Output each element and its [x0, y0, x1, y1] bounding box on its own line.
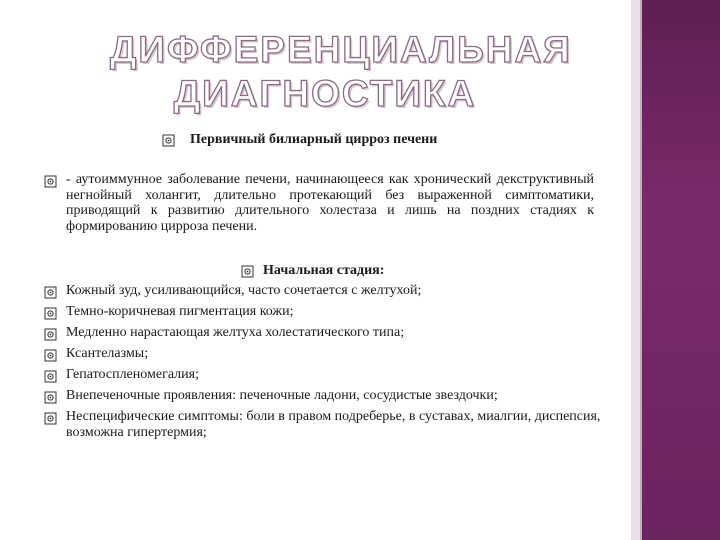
list-item: Медленно нарастающая желтуха холестатического типа; — [66, 325, 405, 340]
bullet-icon — [162, 134, 175, 147]
slide-title-line-2: ДИАГНОСТИКА — [173, 73, 477, 114]
side-line — [640, 0, 642, 540]
bullet-icon — [44, 370, 57, 383]
list-item: Внепеченочные проявления: печеночные ладони, сосудистые звездочки; — [66, 388, 498, 403]
side-panel — [640, 0, 720, 540]
bullet-icon — [44, 349, 57, 362]
section2-heading: Начальная стадия: — [263, 263, 385, 278]
section1-heading: Первичный билиарный цирроз печени — [190, 132, 438, 147]
list-item: Неспецифические симптомы: боли в правом подреберье, в суставах, миалгии, диспепсия, возможна гипертермия; — [66, 409, 601, 440]
bullet-icon — [44, 175, 57, 188]
section1-description: - аутоиммунное заболевание печени, начинающееся как хронический декструктивный негнойный холангит, длительно протекающий без выраженной симптоматики, приводящий к развитию длительного холестаза и лишь на поздних стадиях к формированию цирроза печени. — [66, 172, 594, 234]
slide-title — [110, 28, 572, 116]
bullet-icon — [44, 328, 57, 341]
bullet-icon — [241, 265, 254, 278]
bullet-icon — [44, 307, 57, 320]
list-item: Ксантелазмы; — [66, 346, 149, 361]
slide-title-line-1: ДИФФЕРЕНЦИАЛЬНАЯ — [110, 29, 572, 70]
bullet-icon — [44, 412, 57, 425]
bullet-icon — [44, 286, 57, 299]
list-item: Кожный зуд, усиливающийся, часто сочетается с желтухой; — [66, 283, 422, 298]
list-item: Темно-коричневая пигментация кожи; — [66, 304, 294, 319]
bullet-icon — [44, 391, 57, 404]
list-item: Гепатоспленомегалия; — [66, 367, 199, 382]
side-stripe — [631, 0, 640, 540]
